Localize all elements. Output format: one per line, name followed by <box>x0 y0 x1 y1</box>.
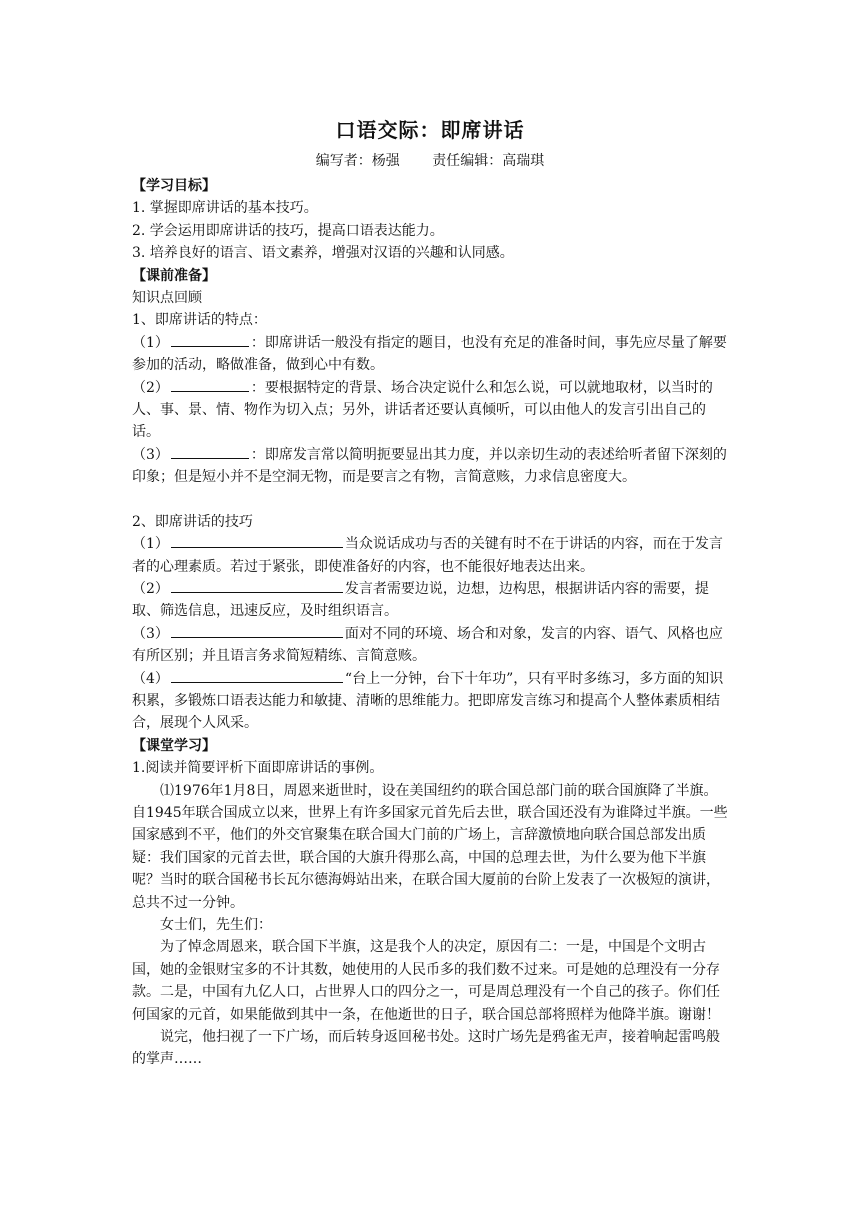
skill-text: 发言者需要边说，边想，边构思，根据讲话内容的需要，提取、筛选信息，迅速反应，及时组织语言。 <box>132 580 709 620</box>
author: 编写者：杨强 <box>315 153 400 169</box>
speech-paragraph: 为了悼念周恩来，联合国下半旗，这是我个人的决定，原因有二：一是，中国是个文明古国，她的金银财宝多的不计其数，她使用的人民币多的我们数不过来。可是她的总理没有一分存款。二是，中国有九亿人口，占世界人口的四分之一，可是周总理没有一个自己的孩子。你们任何国家的元首，如果能做到其中一条，在他逝世的日子，联合国总部将照样为他降半旗。谢谢！ <box>132 939 720 1023</box>
answer-blank[interactable] <box>171 332 249 347</box>
goal-item: 2. 学会运用即席讲话的技巧，提高口语表达能力。 <box>132 222 444 239</box>
review-label: 知识点回顾 <box>132 290 202 307</box>
skill-number: （4） <box>132 670 169 687</box>
feature-text: ：要根据特定的背景、场合决定说什么和怎么说，可以就地取材，以当时的人、事、景、情、物作为切入点；另外，讲话者还要认真倾听，可以由他人的发言引出自己的话。 <box>132 379 713 441</box>
features-title: 1、即席讲话的特点： <box>132 312 267 329</box>
answer-blank[interactable] <box>171 533 343 548</box>
feature-number: （2） <box>132 379 169 396</box>
story-paragraph: ⑴1976年1月8日，周恩来逝世时，设在美国纽约的联合国总部门前的联合国旗降了半旗。自1945年联合国成立以来，世界上有许多国家元首先后去世，联合国还没有为谁降过半旗。一些国家感到不平，他们的外交官聚集在联合国大门前的广场上，言辞激愤地向联合国总部发出质疑：我们国家的元首去世，联合国的大旗升得那么高，中国的总理去世，为什么要为他下半旗呢？当时的联合国秘书长瓦尔德海姆站出来，在联合国大厦前的台阶上发表了一次极短的演讲，总共不过一分钟。 <box>132 782 728 911</box>
goal-item: 1. 掌握即席讲话的基本技巧。 <box>132 200 318 217</box>
skill-item <box>132 533 728 578</box>
skill-number: （3） <box>132 625 169 642</box>
feature-number: （1） <box>132 334 169 351</box>
answer-blank[interactable] <box>171 377 249 392</box>
spacer <box>132 489 728 511</box>
skill-text: “台上一分钟，台下十年功”，只有平时多练习，多方面的知识积累，多锻炼口语表达能力和敏捷、清晰的思维能力。把即席发言练习和提高个人整体素质相结合，展现个人风采。 <box>132 670 724 732</box>
byline <box>0 150 860 170</box>
skill-text: 当众说话成功与否的关键有时不在于讲话的内容，而在于发言者的心理素质。若过于紧张，即使准备好的内容，也不能很好地表达出来。 <box>132 536 723 575</box>
feature-item <box>132 444 728 489</box>
feature-number: （3） <box>132 446 169 463</box>
prep-heading: 【课前准备】 <box>132 267 216 284</box>
skill-number: （1） <box>132 536 169 553</box>
classroom-heading: 【课堂学习】 <box>132 737 216 754</box>
answer-blank[interactable] <box>171 668 343 683</box>
goals-heading: 【学习目标】 <box>132 178 216 194</box>
answer-blank[interactable] <box>171 444 249 459</box>
answer-blank[interactable] <box>171 578 343 593</box>
answer-blank[interactable] <box>171 623 343 638</box>
task-prompt: 1.阅读并简要评析下面即席讲话的事例。 <box>132 760 384 777</box>
skill-item <box>132 578 728 623</box>
skill-text: 面对不同的环境、场合和对象，发言的内容、语气、风格也应有所区别；并且语言务求简短精练、言简意赅。 <box>132 625 723 665</box>
feature-item <box>132 332 728 377</box>
document-body <box>132 175 728 1071</box>
feature-text: ：即席发言常以简明扼要显出其力度，并以亲切生动的表述给听者留下深刻的印象；但是短小并不是空洞无物，而是要言之有物，言简意赅，力求信息密度大。 <box>132 446 727 486</box>
story-paragraph: 说完，他扫视了一下广场，而后转身返回秘书处。这时广场先是鸦雀无声，接着响起雷鸣般的掌声…… <box>132 1029 720 1068</box>
editor: 责任编辑：高瑞琪 <box>432 153 545 169</box>
skills-title: 2、即席讲话的技巧 <box>132 513 253 530</box>
skill-item <box>132 668 728 735</box>
skill-number: （2） <box>132 580 169 597</box>
speech-salutation: 女士们，先生们： <box>160 917 272 933</box>
feature-text: ：即席讲话一般没有指定的题目，也没有充足的准备时间，事先应尽量了解要参加的活动，略做准备，做到心中有数。 <box>132 334 727 374</box>
document-title: 口语交际：即席讲话 <box>335 118 525 142</box>
skill-item <box>132 623 728 668</box>
goal-item: 3. 培养良好的语言、语文素养，增强对汉语的兴趣和认同感。 <box>132 245 514 262</box>
feature-item <box>132 377 728 444</box>
